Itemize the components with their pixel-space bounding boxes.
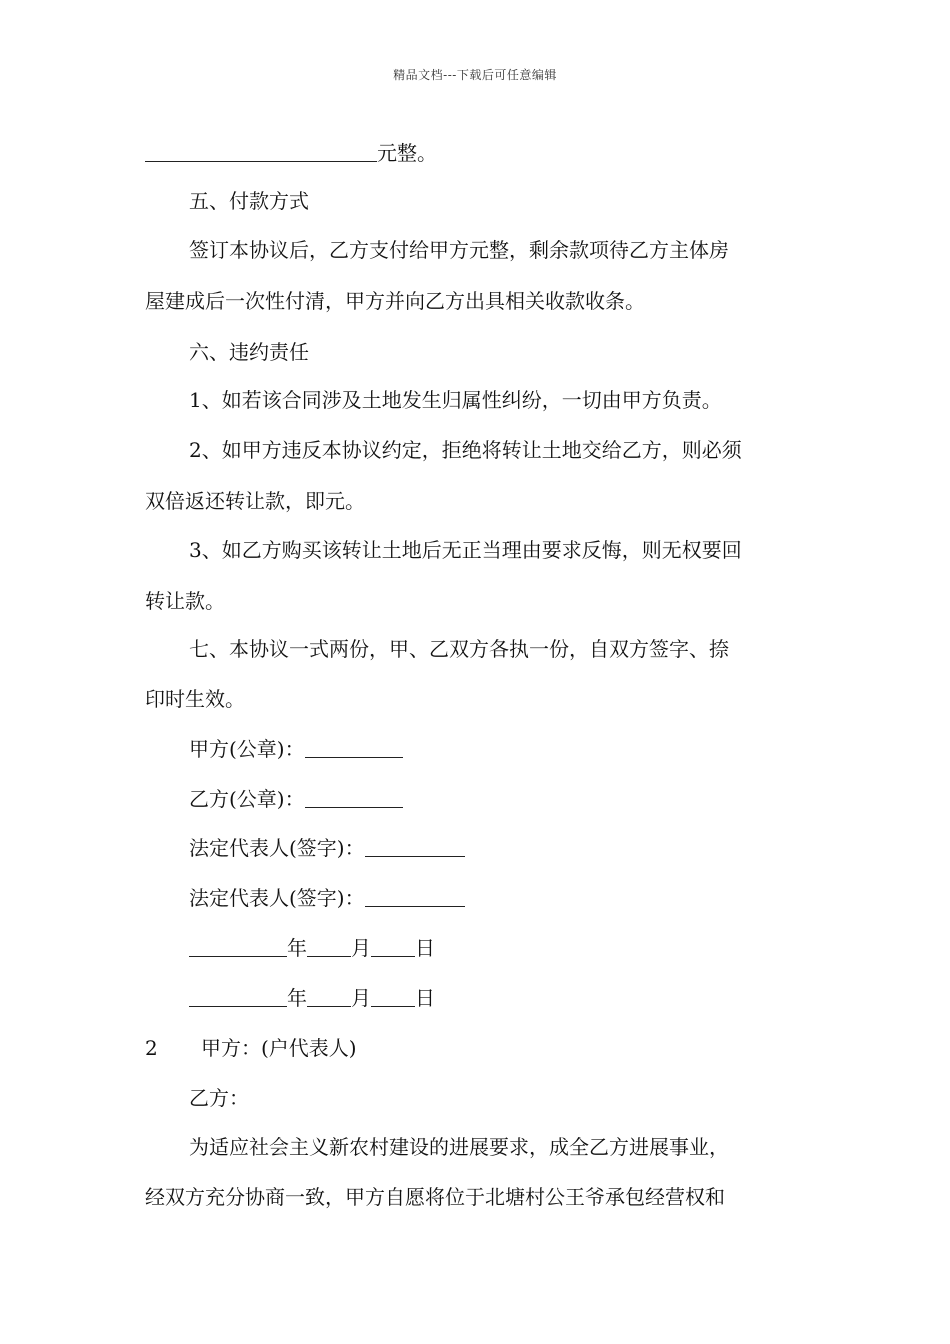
year-label: 年 [287, 936, 307, 960]
section-6-item-2b: 双倍返还转让款，即元。 [145, 489, 365, 513]
rep-2-line [189, 886, 465, 910]
section-6-item-3a: 3、如乙方购买该转让土地后无正当理由要求反悔，则无权要回 [189, 538, 742, 562]
date-line-1 [189, 936, 435, 960]
section-7-b: 印时生效。 [145, 687, 245, 711]
year-label: 年 [287, 986, 307, 1010]
month-label: 月 [351, 936, 371, 960]
second-party-b: 乙方： [189, 1086, 249, 1110]
month-blank [307, 936, 351, 957]
party-b-seal-label: 乙方(公章)： [189, 787, 305, 811]
day-blank [371, 986, 415, 1007]
party-a-seal-line [189, 737, 403, 761]
party-a-seal-blank [305, 737, 403, 758]
rep-1-label: 法定代表人(签字)： [189, 836, 365, 860]
section-5-para-2: 屋建成后一次性付清，甲方并向乙方出具相关收款收条。 [145, 289, 645, 313]
section-6-item-2a: 2、如甲方违反本协议约定，拒绝将转让土地交给乙方，则必须 [189, 438, 742, 462]
year-blank [189, 936, 287, 957]
second-para-2: 经双方充分协商一致，甲方自愿将位于北塘村公王爷承包经营权和 [145, 1185, 725, 1209]
rep-1-blank [365, 836, 465, 857]
amount-suffix: 元整。 [377, 141, 437, 165]
page-header: 精品文档---下载后可任意编辑 [393, 68, 557, 82]
section-6-item-1: 1、如若该合同涉及土地发生归属性纠纷，一切由甲方负责。 [189, 388, 722, 412]
section-number-2: 2 [145, 1036, 158, 1060]
section-6-item-3b: 转让款。 [145, 589, 225, 613]
rep-2-label: 法定代表人(签字)： [189, 886, 365, 910]
party-b-seal-line [189, 787, 403, 811]
section-6-title: 六、违约责任 [189, 340, 309, 364]
amount-blank [145, 141, 377, 162]
month-label: 月 [351, 986, 371, 1010]
day-label: 日 [415, 986, 435, 1010]
rep-1-line [189, 836, 465, 860]
amount-line [145, 141, 437, 165]
month-blank [307, 986, 351, 1007]
date-line-2 [189, 986, 435, 1010]
rep-2-blank [365, 886, 465, 907]
section-5-para-1: 签订本协议后，乙方支付给甲方元整，剩余款项待乙方主体房 [189, 238, 729, 262]
day-label: 日 [415, 936, 435, 960]
section-5-title: 五、付款方式 [189, 189, 309, 213]
section-7-a: 七、本协议一式两份，甲、乙双方各执一份，自双方签字、捺 [189, 637, 729, 661]
party-a-seal-label: 甲方(公章)： [189, 737, 305, 761]
party-b-seal-blank [305, 787, 403, 808]
day-blank [371, 936, 415, 957]
year-blank [189, 986, 287, 1007]
second-party-a: 甲方：(户代表人) [201, 1036, 357, 1060]
second-para-1: 为适应社会主义新农村建设的进展要求，成全乙方进展事业， [189, 1135, 729, 1159]
